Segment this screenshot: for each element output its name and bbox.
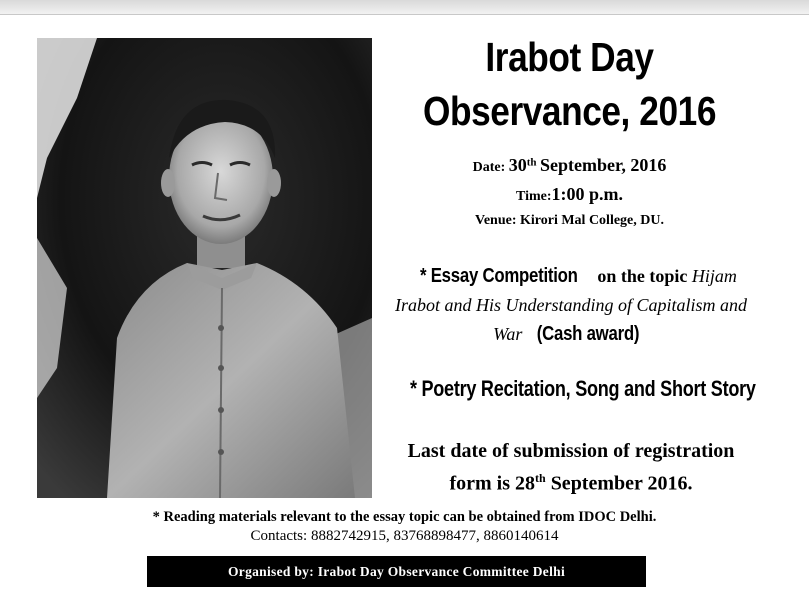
lastdate-line-1: Last date of submission of registration xyxy=(407,440,735,462)
essay-topic-2: Irabot and His Understanding of Capitalism and xyxy=(394,295,748,315)
venue-value: Kirori Mal College, DU. xyxy=(520,213,664,228)
essay-topic-3: War xyxy=(493,324,523,344)
date-label: Date: xyxy=(472,160,506,175)
organiser-banner: Organised by: Irabot Day Observance Committee Delhi xyxy=(147,556,646,587)
time-value: 1:00 p.m. xyxy=(551,184,623,204)
lastdate-line-2a: form is 28 xyxy=(449,472,536,495)
date-rest: September, 2016 xyxy=(540,155,667,175)
title-line-2: Observance, 2016 xyxy=(422,88,717,134)
essay-topic-1: Hijam xyxy=(691,266,737,286)
time-label: Time: xyxy=(515,189,552,204)
reading-materials-note: * Reading materials relevant to the essay topic can be obtained from IDOC Delhi. xyxy=(152,509,657,525)
event-date xyxy=(372,155,767,176)
essay-on-topic: on the topic xyxy=(597,266,688,286)
title-line-1: Irabot Day xyxy=(485,34,654,80)
lastdate-sup: th xyxy=(535,471,546,485)
date-suffix: th xyxy=(526,156,537,169)
date-day: 30 xyxy=(508,155,527,175)
poetry-text: * Poetry Recitation, Song and Short Story xyxy=(409,376,756,401)
poetry-item xyxy=(372,376,770,402)
essay-award: (Cash award) xyxy=(536,323,640,345)
essay-heading: * Essay Competition xyxy=(420,265,578,287)
essay-competition xyxy=(372,262,770,349)
venue-label: Venue: xyxy=(475,213,517,228)
lastdate-line-2b: September 2016. xyxy=(550,472,693,495)
top-border xyxy=(0,0,809,15)
contacts-line: Contacts: 8882742915, 83768898477, 8860140614 xyxy=(250,528,559,544)
portrait-photo xyxy=(37,38,372,498)
last-date-notice xyxy=(372,438,770,498)
event-title xyxy=(400,30,740,138)
event-time xyxy=(372,184,767,205)
event-venue xyxy=(372,213,767,229)
